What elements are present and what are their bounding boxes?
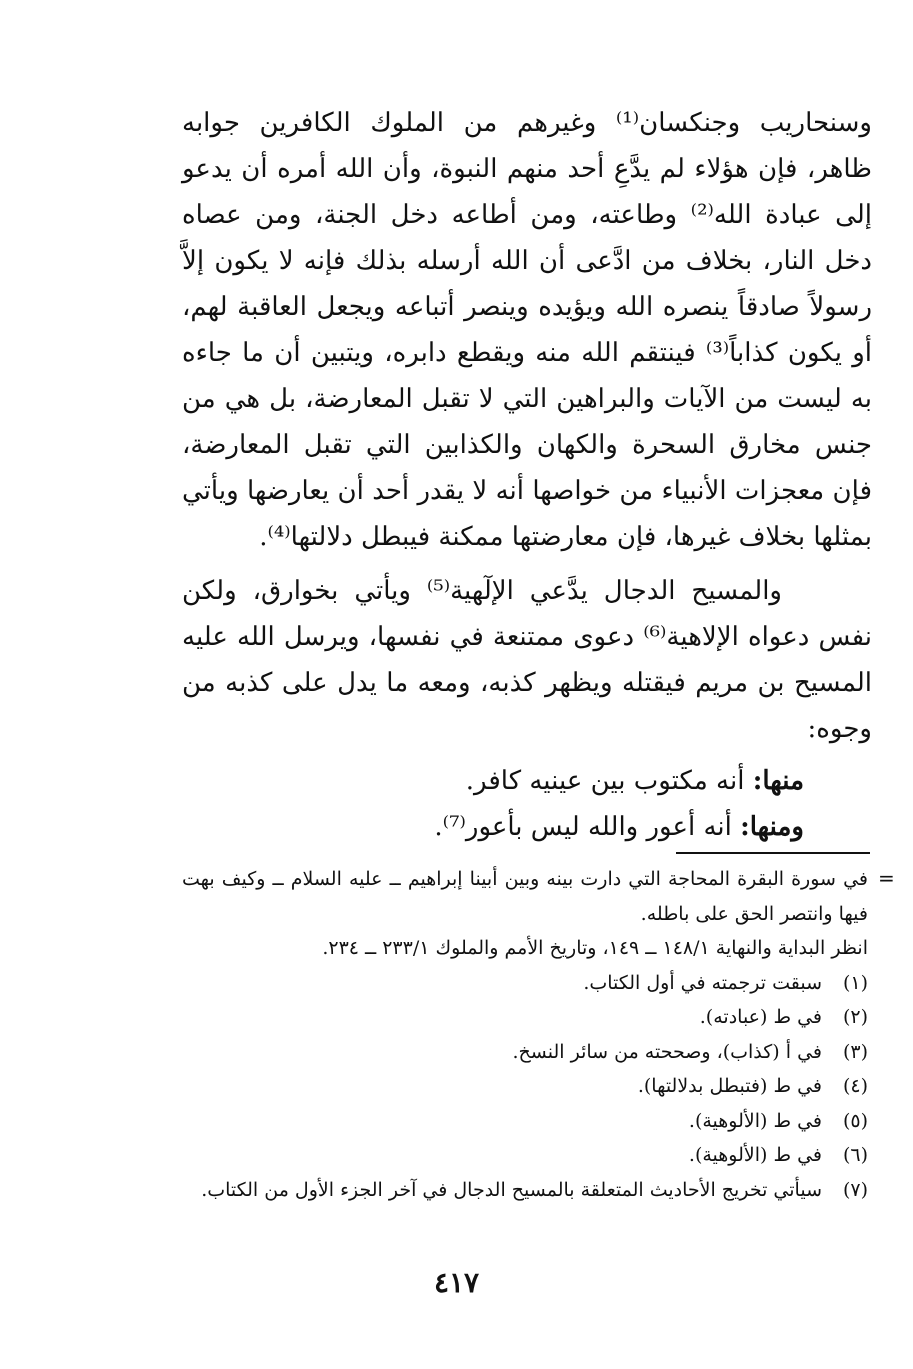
footnote-number: (٧) (842, 1178, 868, 1201)
footnote-number: (٥) (842, 1109, 868, 1132)
footnote (182, 1035, 868, 1070)
footnote-divider (676, 852, 870, 854)
footnote-continued: في سورة البقرة المحاجة التي دارت بينه وبين أبينا إبراهيم ــ عليه السلام ــ وكيف بهت فيها وانتصر الحق على باطله. (182, 868, 868, 925)
footnote-text: في ط (الألوهية). (688, 1109, 822, 1132)
item-text: أنه مكتوب بين عينيه كافر. (465, 766, 753, 796)
footnote-text: في ط (فتبطل بدلالتها). (637, 1075, 822, 1097)
footnote (182, 1069, 868, 1104)
list-item (182, 804, 872, 850)
footnote-number: (٢) (842, 1006, 868, 1028)
footnote-number: (٦) (842, 1144, 868, 1166)
item-lead: ومنها: (740, 812, 804, 842)
footnote-number: (١) (842, 971, 868, 994)
paragraph-1: وسنحاريب وجنكسان⁽¹⁾ وغيرهم من الملوك الكافرين جوابه ظاهر، فإن هؤلاء لم يدَّعِ أحد منهم النبوة، وأن الله أمره أن يدعو إلى عبادة الله⁽²⁾ وطاعته، ومن أطاعه دخل الجنة، ومن عصاه دخل النار، بخلاف من ادَّعى أن الله أرسله بذلك فإنه لا يكون إلاَّ رسولاً صادقاً ينصره الله ويؤيده وينصر أتباعه ويجعل العاقبة لهم، أو يكون كذاباً⁽³⁾ فينتقم الله منه ويقطع دابره، ويتبين أن ما جاءه به ليست من الآيات والبراهين التي لا تقبل المعارضة، بل هي من جنس مخارق السحرة والكهان والكذابين التي تقبل المعارضة، فإن معجزات الأنبياء من خواصها أنه لا يقدر أحد أن يعارضها ويأتي بمثلها بخلاف غيرها، فإن معارضتها ممكنة فيبطل دلالتها⁽⁴⁾. (182, 108, 872, 552)
main-text (182, 100, 872, 850)
footnote (182, 966, 868, 1001)
page-number: ٤١٧ (433, 1266, 480, 1299)
footnote-reference: انظر البداية والنهاية ١٤٨/١ ــ ١٤٩، وتاريخ الأمم والملوك ٢٣٣/١ ــ ٢٣٤. (322, 937, 868, 959)
list-item (182, 758, 872, 804)
footnote (182, 1138, 868, 1173)
paragraph-2: والمسيح الدجال يدَّعي الإلٓهية⁽⁵⁾ ويأتي بخوارق، ولكن نفس دعواه الإلاهية⁽⁶⁾ دعوى ممتنعة في نفسها، ويرسل الله عليه المسيح بن مريم فيقتله ويظهر كذبه، ومعه ما يدل على كذبه من وجوه: (182, 576, 873, 744)
footnote-text: في ط (عبادته). (699, 1006, 822, 1028)
footnote-text: في أ (كذاب)، وصححته من سائر النسخ. (512, 1040, 822, 1063)
footnotes (182, 862, 868, 1207)
item-text: أنه أعور والله ليس بأعور⁽⁷⁾. (434, 812, 741, 842)
footnote (182, 1104, 868, 1139)
footnote-text: في ط (الألوهية). (688, 1144, 822, 1166)
footnote-text: سيأتي تخريج الأحاديث المتعلقة بالمسيح الدجال في آخر الجزء الأول من الكتاب. (201, 1178, 822, 1201)
item-lead: منها: (752, 766, 804, 796)
footnote-text: سبقت ترجمته في أول الكتاب. (583, 971, 822, 994)
footnote-number: (٣) (842, 1040, 868, 1063)
continuation-mark: = (878, 866, 895, 890)
footnote (182, 1173, 868, 1208)
footnote (182, 1000, 868, 1035)
footnote-number: (٤) (842, 1075, 868, 1097)
